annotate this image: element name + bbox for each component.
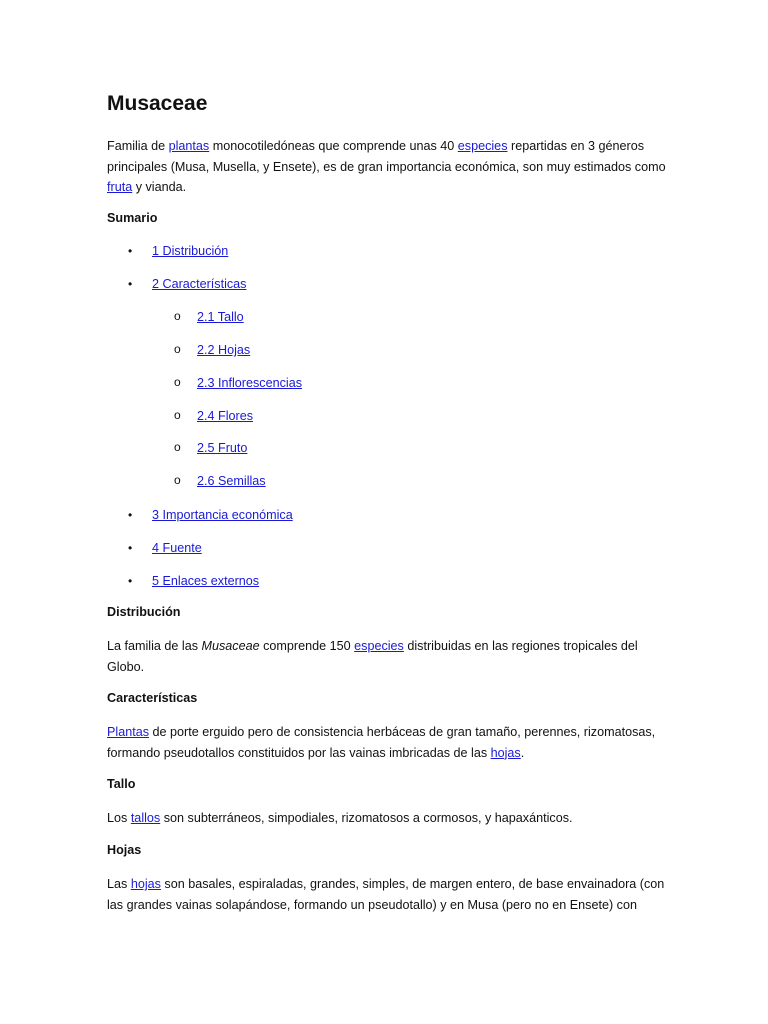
link-plantas[interactable]: Plantas xyxy=(107,725,150,739)
intro-text: Familia de xyxy=(107,139,169,153)
circle-bullet-icon: o xyxy=(174,375,181,389)
toc-item xyxy=(128,540,202,556)
caracteristicas-paragraph xyxy=(107,722,667,763)
intro-text: y vianda. xyxy=(132,180,187,194)
toc-item xyxy=(128,276,247,292)
text: Los xyxy=(107,811,131,825)
caracteristicas-heading: Características xyxy=(107,691,198,705)
circle-bullet-icon: o xyxy=(174,342,181,356)
circle-bullet-icon: o xyxy=(174,473,181,487)
toc-item xyxy=(174,309,244,325)
toc-item xyxy=(174,375,303,391)
toc-link-semillas[interactable]: 2.6 Semillas xyxy=(197,474,266,488)
bullet-icon: • xyxy=(128,244,133,258)
italic-text: Musaceae xyxy=(201,639,260,653)
toc-link-distribucion[interactable]: 1 Distribución xyxy=(152,244,229,258)
circle-bullet-icon: o xyxy=(174,440,181,454)
tallo-heading: Tallo xyxy=(107,777,136,791)
circle-bullet-icon: o xyxy=(174,309,181,323)
text: comprende 150 xyxy=(259,639,355,653)
text: distribuidas en las regiones tropicales del Globo. xyxy=(107,639,638,674)
link-hojas[interactable]: hojas xyxy=(490,745,521,760)
intro-paragraph xyxy=(107,136,667,198)
toc-item xyxy=(174,473,266,489)
bullet-icon: • xyxy=(128,574,133,588)
toc-item xyxy=(174,342,251,358)
link-plantas[interactable]: plantas xyxy=(168,139,210,153)
intro-text: monocotiledóneas que comprende unas 40 xyxy=(209,139,458,153)
text: son subterráneos, simpodiales, rizomatosos a cormosos, y hapaxánticos. xyxy=(160,811,573,825)
toc-item xyxy=(174,408,253,424)
hojas-heading: Hojas xyxy=(107,843,142,857)
link-hojas[interactable]: hojas xyxy=(130,877,161,891)
distribucion-heading: Distribución xyxy=(107,605,181,619)
intro-text: repartidas en 3 géneros principales (Musa, Musella, y Ensete), es de gran importancia económica, son muy estimados como xyxy=(107,139,666,174)
summary-heading: Sumario xyxy=(107,211,158,225)
link-tallos[interactable]: tallos xyxy=(130,811,161,825)
circle-bullet-icon: o xyxy=(174,408,181,422)
toc-item xyxy=(128,573,260,589)
text: son basales, espiraladas, grandes, simples, de margen entero, de base envainadora (con las grandes vainas solapándose, formando un pseudotallo) y en Musa (pero no en Ensete) con xyxy=(107,877,665,912)
toc-item xyxy=(128,507,293,523)
text: . xyxy=(520,745,525,760)
text: Las xyxy=(107,877,131,891)
link-especies[interactable]: especies xyxy=(457,139,508,153)
bullet-icon: • xyxy=(128,277,133,291)
link-especies[interactable]: especies xyxy=(354,639,404,653)
bullet-icon: • xyxy=(128,508,133,522)
toc-link-fruto[interactable]: 2.5 Fruto xyxy=(197,441,248,455)
hojas-paragraph xyxy=(107,874,667,915)
toc-item xyxy=(128,243,229,259)
toc-link-hojas[interactable]: 2.2 Hojas xyxy=(197,343,251,357)
toc-link-inflorescencias[interactable]: 2.3 Inflorescencias xyxy=(197,376,303,390)
toc-item xyxy=(174,440,248,456)
distribucion-paragraph xyxy=(107,636,667,677)
toc-link-enlaces[interactable]: 5 Enlaces externos xyxy=(152,574,260,588)
bullet-icon: • xyxy=(128,541,133,555)
text: La familia de las xyxy=(107,639,202,653)
page-title: Musaceae xyxy=(107,92,208,115)
link-fruta[interactable]: fruta xyxy=(107,180,133,194)
toc-link-tallo[interactable]: 2.1 Tallo xyxy=(197,310,244,324)
toc-link-flores[interactable]: 2.4 Flores xyxy=(197,409,253,423)
text: de porte erguido pero de consistencia herbáceas de gran tamaño, perennes, rizomatosas, formando pseudotallos constituidos por las vainas imbricadas de las xyxy=(107,725,656,760)
toc-link-importancia[interactable]: 3 Importancia económica xyxy=(152,508,293,522)
toc-link-fuente[interactable]: 4 Fuente xyxy=(152,541,202,555)
toc-link-caracteristicas[interactable]: 2 Características xyxy=(152,277,247,291)
tallo-paragraph xyxy=(107,808,667,829)
